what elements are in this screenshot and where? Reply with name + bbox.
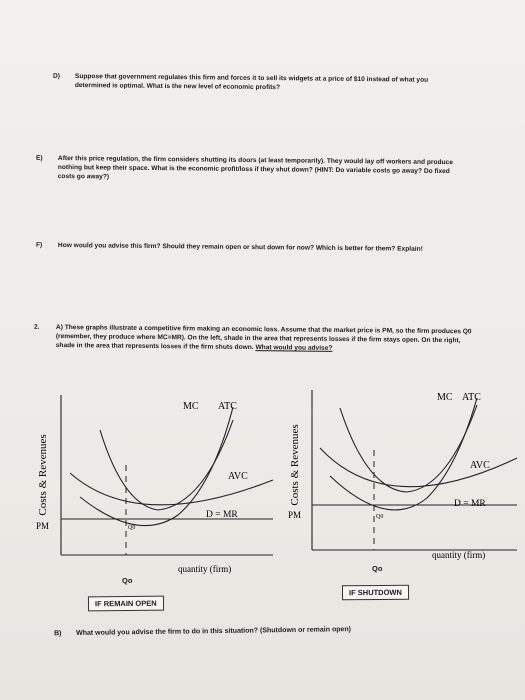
question-f-text: How would you advise this firm? Should they remain open or shut down for now? Which is better for them? Explain! — [57, 241, 423, 253]
if-remain-open-box: IF REMAIN OPEN — [88, 596, 164, 612]
right-q0-marker: Q0 — [376, 514, 384, 520]
question-e-label: E) — [35, 154, 43, 162]
right-qo-label: Qo — [372, 564, 383, 573]
question-d-text: Suppose that government regulates this firm and forces it to sell its widgets at a price of $10 instead of what you determined is optimal. What is the new level of economic profits? — [74, 72, 429, 92]
question-d — [52, 72, 455, 94]
question-2a-text: A) These graphs illustrate a competitive firm making an economic loss. Assume that the market price is PM, so the firm produces Q0 (remember, they produce where MC=MR). On the left, shade in the area that represents losses if the firm stays open. On the right, shade in the area that represents losses if the firm shuts down. — [55, 323, 472, 352]
left-q0-marker: Q0 — [128, 525, 136, 531]
question-2b-label: B) — [54, 630, 62, 638]
left-mc-curve — [80, 407, 233, 526]
left-mc-label: MC — [183, 401, 199, 412]
question-2a — [33, 323, 476, 354]
right-price-label: PM — [288, 510, 302, 520]
right-atc-curve — [340, 405, 477, 492]
question-e — [35, 154, 458, 185]
left-graph — [28, 385, 278, 585]
question-2a-underlined: What would you advise? — [255, 344, 333, 352]
question-e-text: After this price regulation, the firm considers shutting its doors (at least temporarily). They would lay off workers and produce nothing but keep their space. What is the economic profit/loss if they shut down? (HINT: Do variable costs go away? Do fixed costs go away?) — [57, 154, 453, 181]
question-2b-text: What would you advise the firm to do in this situation? (Shutdown or remain open) — [76, 626, 352, 637]
question-f-label: F) — [35, 241, 43, 249]
question-d-label: D) — [52, 72, 60, 80]
right-mc-label: MC — [437, 392, 453, 403]
question-2b — [54, 623, 496, 638]
left-atc-label: ATC — [218, 401, 237, 412]
question-2a-label: 2. — [33, 323, 40, 331]
left-avc-label: AVC — [228, 471, 248, 482]
left-qo-label: Qo — [122, 576, 133, 585]
question-f — [35, 241, 478, 254]
right-graph — [282, 380, 522, 580]
right-y-axis-label: Costs & Revenues — [289, 424, 301, 506]
right-x-axis-label: quantity (firm) — [432, 550, 486, 560]
left-y-axis-label: Costs & Revenues — [37, 434, 49, 516]
left-dmr-label: D = MR — [206, 510, 238, 520]
right-dmr-label: D = MR — [454, 499, 486, 509]
left-price-label: PM — [36, 521, 50, 531]
right-atc-label: ATC — [462, 392, 481, 403]
if-shutdown-box: IF SHUTDOWN — [342, 585, 409, 601]
left-x-axis-label: quantity (firm) — [178, 564, 232, 574]
right-avc-label: AVC — [470, 460, 490, 471]
